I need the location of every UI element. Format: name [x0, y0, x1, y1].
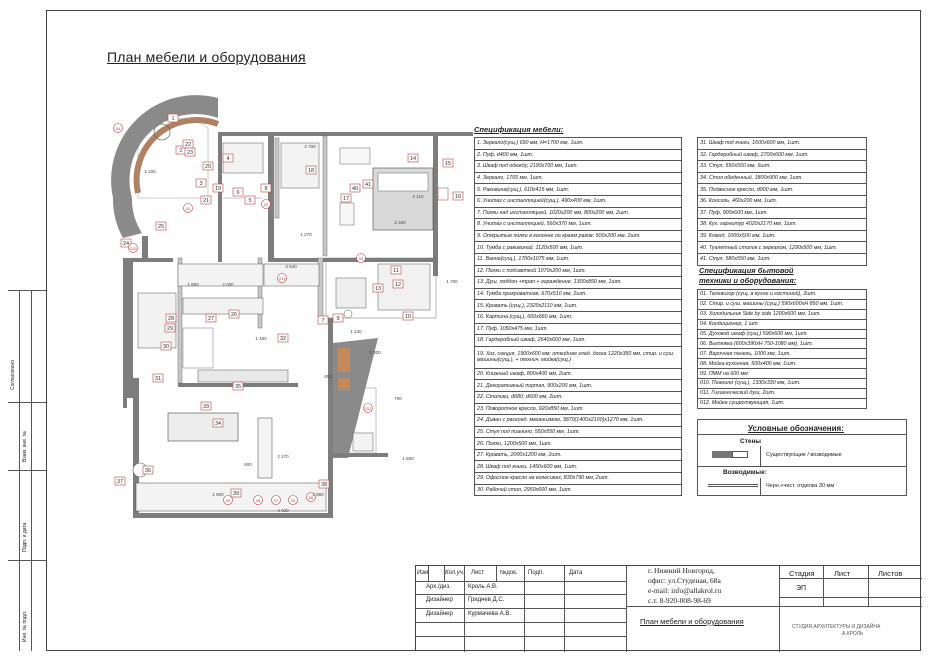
furniture-spec-cell: 8. Унитаз с инсталляцией, 560x370 мм, 1шт. — [475, 219, 682, 231]
svg-text:36: 36 — [144, 468, 152, 475]
furniture-marker — [333, 314, 343, 322]
svg-text:33: 33 — [202, 404, 210, 411]
equipment-spec-row — [698, 388, 867, 398]
furniture-spec-cont-cell: 37. Пуф, 900x600 мм, 1шт. — [698, 207, 867, 219]
legend-box — [697, 419, 907, 496]
furniture-spec-row — [475, 172, 682, 184]
furniture-marker — [391, 266, 401, 274]
furniture-marker — [161, 342, 171, 350]
furniture-marker — [223, 154, 233, 162]
svg-text:38: 38 — [320, 482, 328, 489]
furniture-spec-cell: 15. Кровать (сущ.), 2320x2110 мм, 1шт. — [475, 300, 682, 312]
stamp-header-sign: Подп. — [528, 570, 544, 576]
furniture-marker — [203, 162, 213, 170]
furniture-spec-row — [475, 207, 682, 219]
svg-text:39: 39 — [232, 491, 240, 498]
furniture-marker — [350, 184, 360, 192]
legend-existing-wall-swatch — [712, 451, 732, 458]
equipment-spec-title-line-1: Спецификация бытовой — [699, 266, 794, 275]
floor-plan — [78, 88, 473, 528]
furniture-spec-row — [475, 426, 682, 438]
equipment-spec-cell: 01. Телевизор (сущ. в кухне и гостиной), 2шт. — [698, 290, 867, 300]
svg-text:13: 13 — [374, 286, 382, 293]
side-label-sign-date: Подп. и дата — [22, 522, 28, 552]
legend-walls-desc: Существующие / возводимые — [766, 452, 842, 458]
equipment-spec-row — [698, 359, 867, 369]
furniture-spec-row — [475, 230, 682, 242]
furniture-spec-cell: 1. Зеркало(сущ.) 690 мм, H=1700 мм, 1шт. — [475, 138, 682, 150]
equipment-spec-cell: 02. Стир. и суш. машины (сущ.) 590x600xH 850 мм, 1шт. — [698, 299, 867, 309]
svg-text:12: 12 — [394, 282, 402, 289]
dimension-label: 2 110 — [412, 194, 424, 199]
dimension-label: 1 450 — [255, 336, 267, 341]
furniture-spec-cell: 27. Кровать, 2000x1200 мм, 2шт. — [475, 449, 682, 461]
furniture-spec-row — [475, 195, 682, 207]
side-strip-line — [8, 560, 46, 561]
furniture-spec-cell: 29. Офисное кресло на колесиках, 830x790 мм, 2шт. — [475, 473, 682, 485]
furniture-spec-cont-row — [698, 161, 867, 173]
equipment-spec-row — [698, 319, 867, 329]
furniture-spec-row — [475, 368, 682, 380]
side-label-agreed: Согласовано — [10, 359, 16, 390]
furniture-spec-cell: 6. Унитаз с инсталляцией(сущ.), 490x400 мм, 1шт. — [475, 195, 682, 207]
dimension-label: 2 700 — [304, 144, 316, 149]
furniture-marker — [306, 166, 316, 174]
svg-text:3: 3 — [199, 181, 203, 188]
svg-text:32: 32 — [279, 336, 287, 343]
furniture-spec-cont-cell: 35. Подвесное кресло, d900 мм, 1шт. — [698, 184, 867, 196]
furniture-spec-row — [475, 300, 682, 312]
furniture-spec-cont-cell: 33. Стул, 550x550 мм, 6шт. — [698, 161, 867, 173]
side-label-inv-number: Инв. № подл. — [22, 610, 28, 642]
furniture-spec-cont-row — [698, 149, 867, 161]
furniture-spec-cell: 5. Раковина(сущ.), 610x415 мм, 1шт. — [475, 184, 682, 196]
equipment-spec-table — [697, 289, 867, 409]
page-title: План мебели и оборудования — [107, 49, 306, 65]
bathroom-area — [326, 255, 436, 390]
dimension-label: 2 640 — [285, 264, 297, 269]
stamp-role-1: Арх./диз. — [426, 584, 451, 590]
furniture-spec-cont-cell: 32. Гардеробный шкаф, 2700x600 мм, 1шт. — [698, 149, 867, 161]
dimension-label: 700 — [394, 396, 402, 401]
furniture-marker — [115, 477, 125, 485]
furniture-spec-row — [475, 449, 682, 461]
rotunda-room — [111, 95, 218, 238]
furniture-spec-row — [475, 219, 682, 231]
svg-text:14: 14 — [409, 156, 417, 163]
legend-walls-label: Стены — [740, 438, 761, 445]
furniture-spec-row — [475, 311, 682, 323]
furniture-marker — [363, 180, 373, 188]
svg-text:5: 5 — [248, 198, 252, 205]
equipment-spec-cell: 011. Гигиенический душ, 2шт. — [698, 388, 867, 398]
furniture-spec-row — [475, 265, 682, 277]
stamp-header-doc: №док. — [500, 570, 518, 576]
svg-text:8: 8 — [264, 186, 268, 193]
furniture-spec-cont-row — [698, 242, 867, 254]
furniture-marker — [341, 194, 351, 202]
svg-text:21: 21 — [202, 198, 210, 205]
furniture-marker — [278, 334, 288, 342]
furniture-spec-title: Спецификация мебели: — [474, 125, 564, 134]
svg-text:34: 34 — [214, 421, 222, 428]
svg-text:26: 26 — [230, 312, 238, 319]
furniture-spec-row — [475, 277, 682, 289]
dimension-label: 1 700 — [446, 279, 458, 284]
svg-text:30: 30 — [162, 344, 170, 351]
contact-office: офис: ул.Студеная, 68а — [648, 576, 721, 585]
furniture-marker — [201, 196, 211, 204]
furniture-spec-cell: 9. Открытые полки в колонне по краям раков: 500x200 мм, 2шт. — [475, 230, 682, 242]
legend-new-wall-swatch — [732, 451, 748, 458]
svg-text:05: 05 — [290, 497, 296, 503]
dimension-label: 2 170 — [277, 454, 289, 459]
dimension-label: 1 600 — [402, 456, 414, 461]
furniture-spec-cell: 3. Шкаф под одежду, 2190x700 мм, 1шт. — [475, 161, 682, 173]
dimension-label: 1 300 — [369, 350, 381, 355]
furniture-spec-cont-cell: 34. Стол обеденный, 1800x900 мм, 1шт. — [698, 172, 867, 184]
furniture-spec-cell: 4. Зеркало, 1765 мм, 1шт. — [475, 172, 682, 184]
furniture-spec-cell: 23. Поворотное кресло, 920x850 мм, 1шт. — [475, 403, 682, 415]
furniture-spec-cont-row — [698, 219, 867, 231]
furniture-marker — [233, 382, 243, 390]
furniture-spec-cell: 17. Пуф, 1050x475 мм, 1шт. — [475, 323, 682, 335]
furniture-spec-cell: 12. Полки с подсветкой 1070x200 мм, 1шт. — [475, 265, 682, 277]
stamp-name-2: Гриднев Д.С. — [468, 597, 505, 603]
furniture-spec-cell: 14. Тумба прикроватная, 670x510 мм, 2шт. — [475, 288, 682, 300]
furniture-spec-row — [475, 149, 682, 161]
furniture-spec-cont-row — [698, 195, 867, 207]
stamp-drawing-title: План мебели и оборудования — [640, 617, 744, 626]
svg-text:25: 25 — [157, 224, 165, 231]
equipment-spec-cell: 04. Кондиционер, 1 шт. — [698, 319, 867, 329]
equipment-spec-cell: 010. Пианино (сущ.), 1330x330 мм, 1шт. — [698, 379, 867, 389]
furniture-spec-row — [475, 403, 682, 415]
legend-raised-desc: Черн.+чист. отделка 30 мм — [766, 483, 835, 489]
furniture-marker — [233, 188, 243, 196]
contact-phone: c.т. 8-920-008-98-69 — [648, 596, 711, 605]
furniture-spec-cell: 16. Картина (сущ.), 660x660 мм, 1шт. — [475, 311, 682, 323]
svg-text:28: 28 — [167, 316, 175, 323]
dimension-label: 800 — [324, 374, 332, 379]
contact-email: e-mail: info@allakrol.ru — [648, 586, 722, 595]
svg-text:04: 04 — [115, 125, 121, 131]
equipment-marker — [262, 200, 271, 209]
furniture-marker — [213, 184, 223, 192]
furniture-spec-cont-cell: 31. Шкаф под книги, 1600x600 мм, 1шт. — [698, 138, 867, 150]
contact-city: г. Нижний Новгород, — [648, 566, 715, 575]
furniture-spec-row — [475, 253, 682, 265]
furniture-spec-cell: 10. Тумба с раковиной, 1120x500 мм, 1шт. — [475, 242, 682, 254]
equipment-marker — [129, 244, 138, 253]
furniture-spec-cont-row — [698, 172, 867, 184]
equipment-spec-row — [698, 339, 867, 349]
stamp-role-3: Дизайнер — [426, 611, 453, 617]
side-stamp-strip — [8, 290, 46, 651]
furniture-marker — [196, 179, 206, 187]
furniture-marker — [261, 184, 271, 192]
equipment-marker — [357, 254, 366, 263]
equipment-spec-row — [698, 379, 867, 389]
legend-title: Условные обозначения: — [748, 424, 844, 433]
svg-text:09: 09 — [225, 497, 231, 503]
furniture-spec-cell: 30. Рабочий стол, 2950x600 мм, 1шт. — [475, 484, 682, 496]
furniture-marker — [373, 284, 383, 292]
furniture-marker — [213, 419, 223, 427]
furniture-marker — [185, 148, 195, 156]
equipment-spec-row — [698, 309, 867, 319]
equipment-spec-row — [698, 290, 867, 300]
equipment-marker — [272, 496, 281, 505]
furniture-spec-table-continued — [697, 137, 867, 266]
furniture-marker — [393, 280, 403, 288]
furniture-spec-cell: 22. Столики, d680; d600 мм, 2шт. — [475, 391, 682, 403]
furniture-marker — [319, 480, 329, 488]
svg-text:16: 16 — [454, 194, 462, 201]
furniture-marker — [453, 192, 463, 200]
stamp-stage-value: ЭП — [796, 585, 807, 592]
svg-text:37: 37 — [116, 479, 124, 486]
furniture-spec-cell: 26. Полки, 1200x500 мм, 1шт. — [475, 438, 682, 450]
stamp-header-kol: Кол.уч. — [445, 570, 465, 576]
dimension-label: 600 — [244, 462, 252, 467]
svg-text:06: 06 — [308, 494, 314, 500]
furniture-marker — [201, 402, 211, 410]
equipment-spec-row — [698, 349, 867, 359]
stamp-header-izm: Изм. — [417, 570, 430, 576]
side-strip-line — [8, 402, 46, 403]
equipment-spec-cell: 03. Холодильник Side by side 1200x600 мм, 1шт. — [698, 309, 867, 319]
furniture-spec-cont-cell: 41. Стул, 580x550 мм, 1шт. — [698, 253, 867, 265]
svg-text:18: 18 — [307, 168, 315, 175]
furniture-spec-cont-row — [698, 207, 867, 219]
equipment-marker — [184, 204, 193, 213]
furniture-spec-cont-row — [698, 230, 867, 242]
furniture-spec-cont-cell: 36. Консоль, 460x200 мм, 1шт. — [698, 195, 867, 207]
legend-raised-label: Возводимые: — [723, 469, 767, 476]
furniture-marker — [165, 324, 175, 332]
dimension-label: 2 100 — [144, 169, 156, 174]
dimension-label: 2 000 — [222, 282, 234, 287]
svg-text:15: 15 — [444, 161, 452, 168]
furniture-spec-row — [475, 138, 682, 150]
dimension-label: 2 950 — [312, 492, 324, 497]
dimension-label: 4 020 — [277, 508, 289, 513]
furniture-spec-cell: 2. Пуф, d400 мм, 1шт. — [475, 149, 682, 161]
equipment-spec-row — [698, 329, 867, 339]
svg-text:02: 02 — [263, 201, 269, 207]
furniture-spec-cont-cell: 40. Туалетный столик с зеркалом, 1290x500 мм, 1шт. — [698, 242, 867, 254]
furniture-spec-cont-row — [698, 138, 867, 150]
furniture-marker — [403, 312, 413, 320]
furniture-spec-row — [475, 288, 682, 300]
svg-text:08: 08 — [255, 497, 261, 503]
svg-text:10: 10 — [404, 314, 412, 321]
equipment-spec-cell: 06. Вытяжка (600x390xH 750-1080 мм), 1шт. — [698, 339, 867, 349]
svg-text:27: 27 — [207, 316, 215, 323]
stamp-name-3: Курмачева А.В. — [468, 611, 512, 617]
furniture-spec-row — [475, 242, 682, 254]
legend-raised-swatch — [708, 484, 758, 487]
furniture-spec-row — [475, 484, 682, 496]
stamp-col-sheet: Лист — [834, 569, 851, 578]
svg-text:9: 9 — [336, 316, 340, 323]
title-block — [415, 565, 921, 651]
equipment-spec-title-line-2: техники и оборудования: — [699, 276, 797, 285]
furniture-spec-cont-row — [698, 184, 867, 196]
furniture-marker — [229, 310, 239, 318]
furniture-marker — [153, 374, 163, 382]
stamp-studio-signature: А.КРОЛЬ — [842, 631, 864, 637]
furniture-marker — [166, 314, 176, 322]
furniture-marker — [443, 159, 453, 167]
stamp-header-sheet: Лист — [471, 570, 485, 576]
furniture-marker — [156, 222, 166, 230]
furniture-spec-row — [475, 380, 682, 392]
svg-text:35: 35 — [234, 384, 242, 391]
furniture-spec-row — [475, 415, 682, 427]
svg-text:010: 010 — [129, 245, 137, 251]
svg-text:012: 012 — [364, 405, 372, 411]
furniture-spec-cont-cell: 38. Кух. гарнитур 4020x2170 мм, 1шт. — [698, 219, 867, 231]
dimension-label: 1 900 — [187, 282, 199, 287]
furniture-spec-row — [475, 335, 682, 347]
equipment-marker — [364, 404, 373, 413]
stamp-studio-name: СТУДИЯ АРХИТЕКТУРЫ И ДИЗАЙНА — [792, 624, 881, 630]
svg-text:22: 22 — [184, 142, 192, 149]
furniture-marker — [143, 466, 153, 474]
svg-text:4: 4 — [226, 156, 230, 163]
stamp-header-date: Дата — [569, 570, 583, 576]
furniture-marker — [231, 489, 241, 497]
equipment-spec-cell: 05. Духовой шкаф (сущ.) 590x600 мм, 1шт. — [698, 329, 867, 339]
furniture-spec-cell: 7. Полки над инсталляцией, 1020x200 мм, 800x200 мм, 2шт. — [475, 207, 682, 219]
svg-text:29: 29 — [166, 326, 174, 333]
side-strip-line — [8, 470, 46, 471]
furniture-marker — [183, 140, 193, 148]
svg-text:24: 24 — [122, 241, 130, 248]
svg-text:7: 7 — [321, 318, 325, 325]
svg-text:011: 011 — [278, 275, 286, 281]
stamp-name-1: Кроль А.В. — [468, 584, 498, 590]
dimension-label: 1 130 — [350, 329, 362, 334]
equipment-spec-cell: 012. Мойка существующая, 1шт. — [698, 398, 867, 408]
furniture-spec-cell: 21. Декоративный портал, 900x200 мм, 1шт. — [475, 380, 682, 392]
furniture-spec-cell: 19. Хоз. секция, 1900x600 мм: откидная глад. доска 1220x350 мм, стир. и суш. машины(сущ.), + технич. мойка(сущ.) — [475, 346, 682, 368]
equipment-marker — [254, 496, 263, 505]
stamp-col-stage: Стадия — [789, 569, 815, 578]
svg-text:01: 01 — [185, 205, 191, 211]
equipment-spec-cell: 09. ПММ на 600 мм — [698, 369, 867, 379]
furniture-spec-row — [475, 438, 682, 450]
furniture-spec-row — [475, 473, 682, 485]
svg-text:20: 20 — [204, 164, 212, 171]
furniture-spec-row — [475, 184, 682, 196]
furniture-spec-cell: 18. Гардеробный шкаф, 2640x600 мм, 1шт. — [475, 335, 682, 347]
svg-text:17: 17 — [342, 196, 350, 203]
furniture-spec-cont-cell: 39. Комод, 1000x500 мм, 1шт. — [698, 230, 867, 242]
svg-text:2: 2 — [179, 148, 183, 155]
equipment-marker — [224, 496, 233, 505]
svg-text:19: 19 — [214, 186, 222, 193]
furniture-spec-cell: 11. Ванна(сущ.), 1700x1075 мм, 1шт. — [475, 253, 682, 265]
stamp-role-2: Дизайнер — [426, 597, 453, 603]
furniture-spec-cell: 24. Диван с расклад. механизмом, 3870(1400x2100)x1270 мм, 1шт. — [475, 415, 682, 427]
wardrobe-corridor — [178, 143, 319, 286]
svg-text:31: 31 — [154, 376, 162, 383]
svg-text:07: 07 — [273, 497, 279, 503]
furniture-spec-row — [475, 391, 682, 403]
equipment-marker — [289, 496, 298, 505]
furniture-marker — [245, 196, 255, 204]
furniture-spec-row — [475, 461, 682, 473]
dimension-label: 1 270 — [300, 232, 312, 237]
equipment-marker — [114, 124, 123, 133]
furniture-spec-cell: 28. Шкаф под книги, 1450x600 мм, 1шт. — [475, 461, 682, 473]
furniture-spec-cell: 20. Книжный шкаф, 800x400 мм, 2шт. — [475, 368, 682, 380]
svg-text:03: 03 — [358, 255, 364, 261]
svg-text:40: 40 — [351, 186, 359, 193]
furniture-marker — [206, 314, 216, 322]
equipment-spec-row — [698, 369, 867, 379]
furniture-spec-cell: 25. Стул под пианино, 550x550 мм, 1шт. — [475, 426, 682, 438]
svg-text:41: 41 — [364, 182, 372, 189]
stamp-col-sheets: Листов — [878, 569, 903, 578]
svg-text:1: 1 — [171, 116, 175, 123]
furniture-marker — [408, 154, 418, 162]
svg-text:6: 6 — [236, 190, 240, 197]
furniture-spec-row — [475, 161, 682, 173]
dimension-label: 1 800 — [212, 492, 224, 497]
furniture-marker — [318, 316, 328, 324]
furniture-spec-row — [475, 323, 682, 335]
equipment-spec-cell: 08. Мойка кухонная, 500x400 мм, 1шт. — [698, 359, 867, 369]
equipment-marker — [278, 274, 287, 283]
equipment-spec-row — [698, 398, 867, 408]
furniture-marker — [168, 114, 178, 122]
equipment-spec-row — [698, 299, 867, 309]
side-label-replace-inv: Взам. инв. № — [22, 431, 28, 462]
dimension-label: 2 320 — [394, 220, 406, 225]
furniture-spec-table — [474, 137, 682, 496]
svg-text:23: 23 — [186, 150, 194, 157]
svg-text:11: 11 — [393, 268, 399, 275]
furniture-spec-cont-row — [698, 253, 867, 265]
side-strip-line — [8, 290, 46, 291]
equipment-spec-cell: 07. Варочная панель, 1000 мм, 1шт. — [698, 349, 867, 359]
equipment-spec-title — [699, 266, 796, 286]
floor-plan-drawing — [78, 88, 473, 528]
furniture-spec-row — [475, 346, 682, 368]
furniture-spec-cell: 13. Душ, поддон +трап + ограждение, 1300x850 мм, 1шт. — [475, 277, 682, 289]
studio-contacts — [648, 566, 721, 606]
